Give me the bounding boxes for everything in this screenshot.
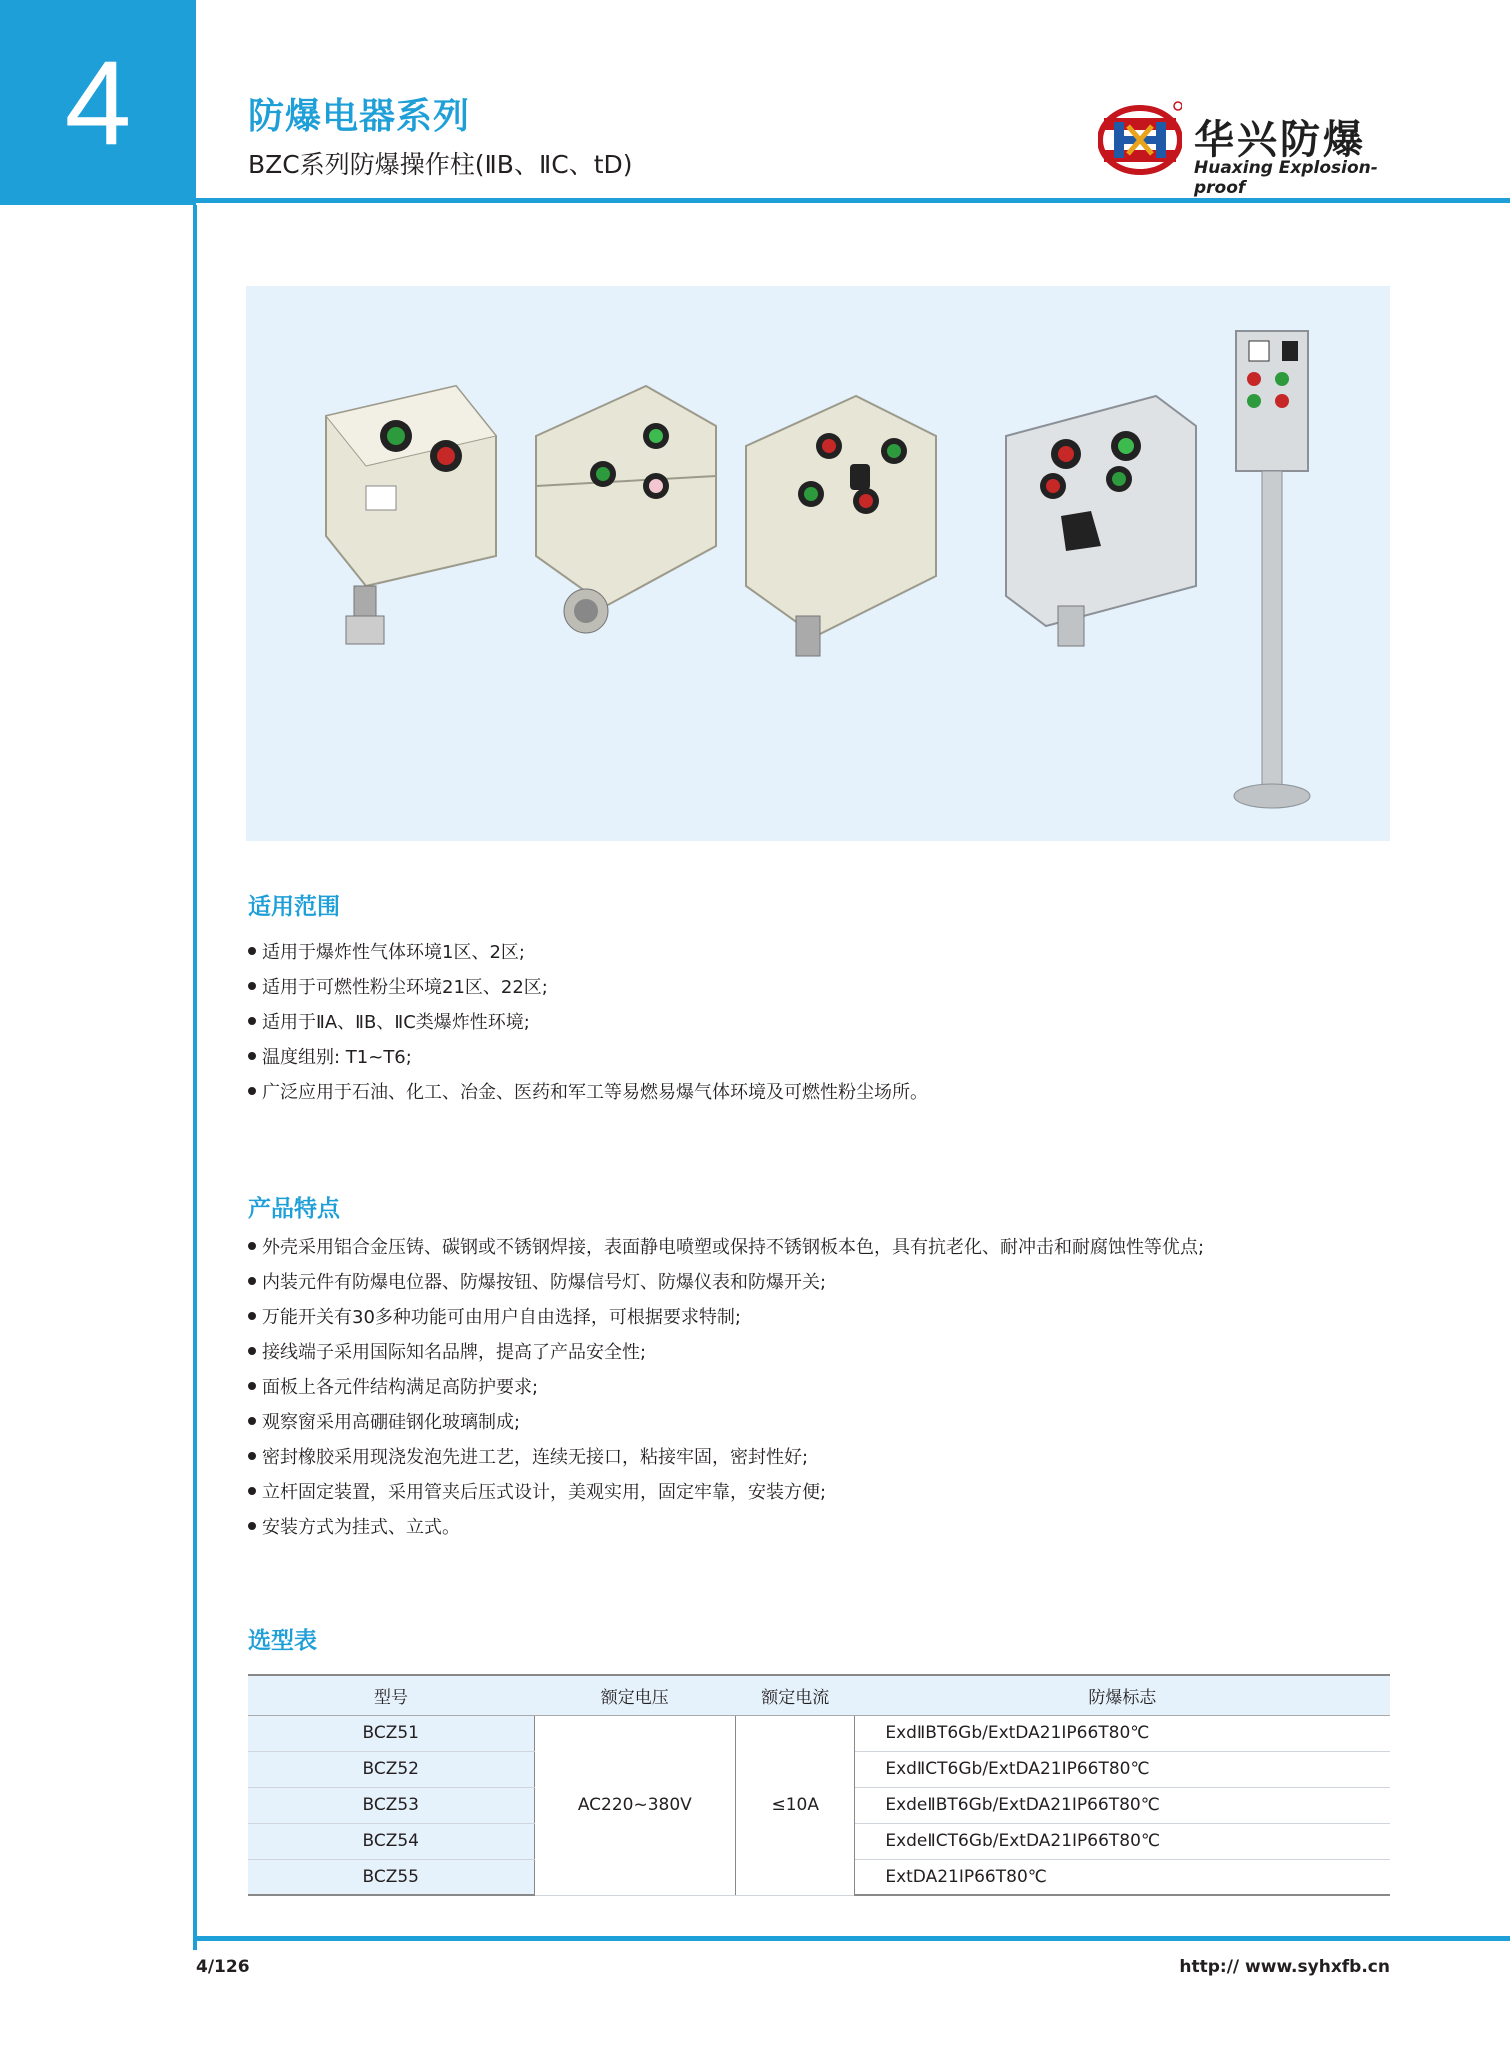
- website-url: http:// www.syhxfb.cn: [1179, 1957, 1390, 1977]
- selection-heading: 选型表: [248, 1628, 317, 1654]
- logo-english-name: Huaxing Explosion-proof: [1194, 158, 1378, 198]
- company-logo: [1098, 100, 1398, 198]
- operation-box-2-image: [536, 386, 716, 633]
- scope-list: [248, 935, 928, 1110]
- list-item: 观察窗采用高硼硅钢化玻璃制成;: [248, 1405, 1204, 1440]
- features-list: [248, 1230, 1204, 1545]
- operation-column-image: [1234, 331, 1310, 808]
- header-rule: [196, 198, 1510, 203]
- bullet-icon: [248, 1017, 256, 1025]
- table-header-row: [248, 1675, 1390, 1715]
- bullet-icon: [248, 1487, 256, 1495]
- list-item: 适用于可燃性粉尘环境21区、22区;: [248, 970, 928, 1005]
- bullet-icon: [248, 1277, 256, 1285]
- voltage-cell: AC220~380V: [534, 1715, 736, 1895]
- list-item: 安装方式为挂式、立式。: [248, 1510, 1204, 1545]
- column-header-current: 额定电流: [736, 1675, 855, 1715]
- operation-box-3-image: [746, 396, 936, 656]
- ex-mark-cell: ExdⅡBT6Gb/ExtDA21IP66T80℃: [855, 1715, 1390, 1751]
- list-item: 广泛应用于石油、化工、冶金、医药和军工等易燃易爆气体环境及可燃性粉尘场所。: [248, 1075, 928, 1110]
- list-item: 适用于爆炸性气体环境1区、2区;: [248, 935, 928, 970]
- list-item: 立杆固定装置，采用管夹后压式设计，美观实用，固定牢靠，安装方便;: [248, 1475, 1204, 1510]
- product-photo-panel: [246, 286, 1390, 841]
- chapter-number: 4: [64, 36, 132, 170]
- ex-mark-cell: ExdeⅡCT6Gb/ExtDA21IP66T80℃: [855, 1823, 1390, 1859]
- current-cell: ≤10A: [736, 1715, 855, 1895]
- logo-chinese-name: 华兴防爆: [1194, 117, 1366, 163]
- bullet-icon: [248, 1522, 256, 1530]
- footer-rule: [193, 1936, 1510, 1941]
- list-item: 面板上各元件结构满足高防护要求;: [248, 1370, 1204, 1405]
- page-number: 4/126: [196, 1957, 250, 1977]
- bullet-icon: [248, 1242, 256, 1250]
- list-item: 接线端子采用国际知名品牌，提高了产品安全性;: [248, 1335, 1204, 1370]
- model-cell: BCZ55: [248, 1859, 534, 1895]
- bullet-icon: [248, 947, 256, 955]
- series-title: 防爆电器系列: [248, 96, 471, 137]
- list-item: 外壳采用铝合金压铸、碳钢或不锈钢焊接，表面静电喷塑或保持不锈钢板本色，具有抗老化、耐冲击和耐腐蚀性等优点;: [248, 1230, 1204, 1265]
- column-header-voltage: 额定电压: [534, 1675, 736, 1715]
- list-item: 适用于ⅡA、ⅡB、ⅡC类爆炸性环境;: [248, 1005, 928, 1040]
- operation-box-1-image: [326, 386, 496, 644]
- column-header-ex-mark: 防爆标志: [855, 1675, 1390, 1715]
- model-cell: BCZ53: [248, 1787, 534, 1823]
- left-margin-rule: [193, 205, 197, 1950]
- model-cell: BCZ52: [248, 1751, 534, 1787]
- bullet-icon: [248, 1452, 256, 1460]
- list-item: 内装元件有防爆电位器、防爆按钮、防爆信号灯、防爆仪表和防爆开关;: [248, 1265, 1204, 1300]
- bullet-icon: [248, 1382, 256, 1390]
- selection-table: [248, 1674, 1390, 1896]
- model-cell: BCZ51: [248, 1715, 534, 1751]
- ex-mark-cell: ExdⅡCT6Gb/ExtDA21IP66T80℃: [855, 1751, 1390, 1787]
- bullet-icon: [248, 982, 256, 990]
- bullet-icon: [248, 1052, 256, 1060]
- bullet-icon: [248, 1087, 256, 1095]
- huaxing-logo-icon: [1098, 100, 1182, 180]
- table-row: [248, 1715, 1390, 1751]
- list-item: 温度组别: T1~T6;: [248, 1040, 928, 1075]
- column-header-model: 型号: [248, 1675, 534, 1715]
- ex-mark-cell: ExtDA21IP66T80℃: [855, 1859, 1390, 1895]
- bullet-icon: [248, 1312, 256, 1320]
- scope-heading: 适用范围: [248, 894, 340, 920]
- list-item: 万能开关有30多种功能可由用户自由选择，可根据要求特制;: [248, 1300, 1204, 1335]
- features-heading: 产品特点: [248, 1196, 340, 1222]
- product-photos: [246, 286, 1390, 841]
- list-item: 密封橡胶采用现浇发泡先进工艺，连续无接口，粘接牢固，密封性好;: [248, 1440, 1204, 1475]
- bullet-icon: [248, 1347, 256, 1355]
- product-subtitle: BZC系列防爆操作柱(ⅡB、ⅡC、tD): [248, 150, 633, 179]
- model-cell: BCZ54: [248, 1823, 534, 1859]
- bullet-icon: [248, 1417, 256, 1425]
- chapter-tab: [0, 0, 196, 205]
- ex-mark-cell: ExdeⅡBT6Gb/ExtDA21IP66T80℃: [855, 1787, 1390, 1823]
- operation-box-4-image: [1006, 396, 1196, 646]
